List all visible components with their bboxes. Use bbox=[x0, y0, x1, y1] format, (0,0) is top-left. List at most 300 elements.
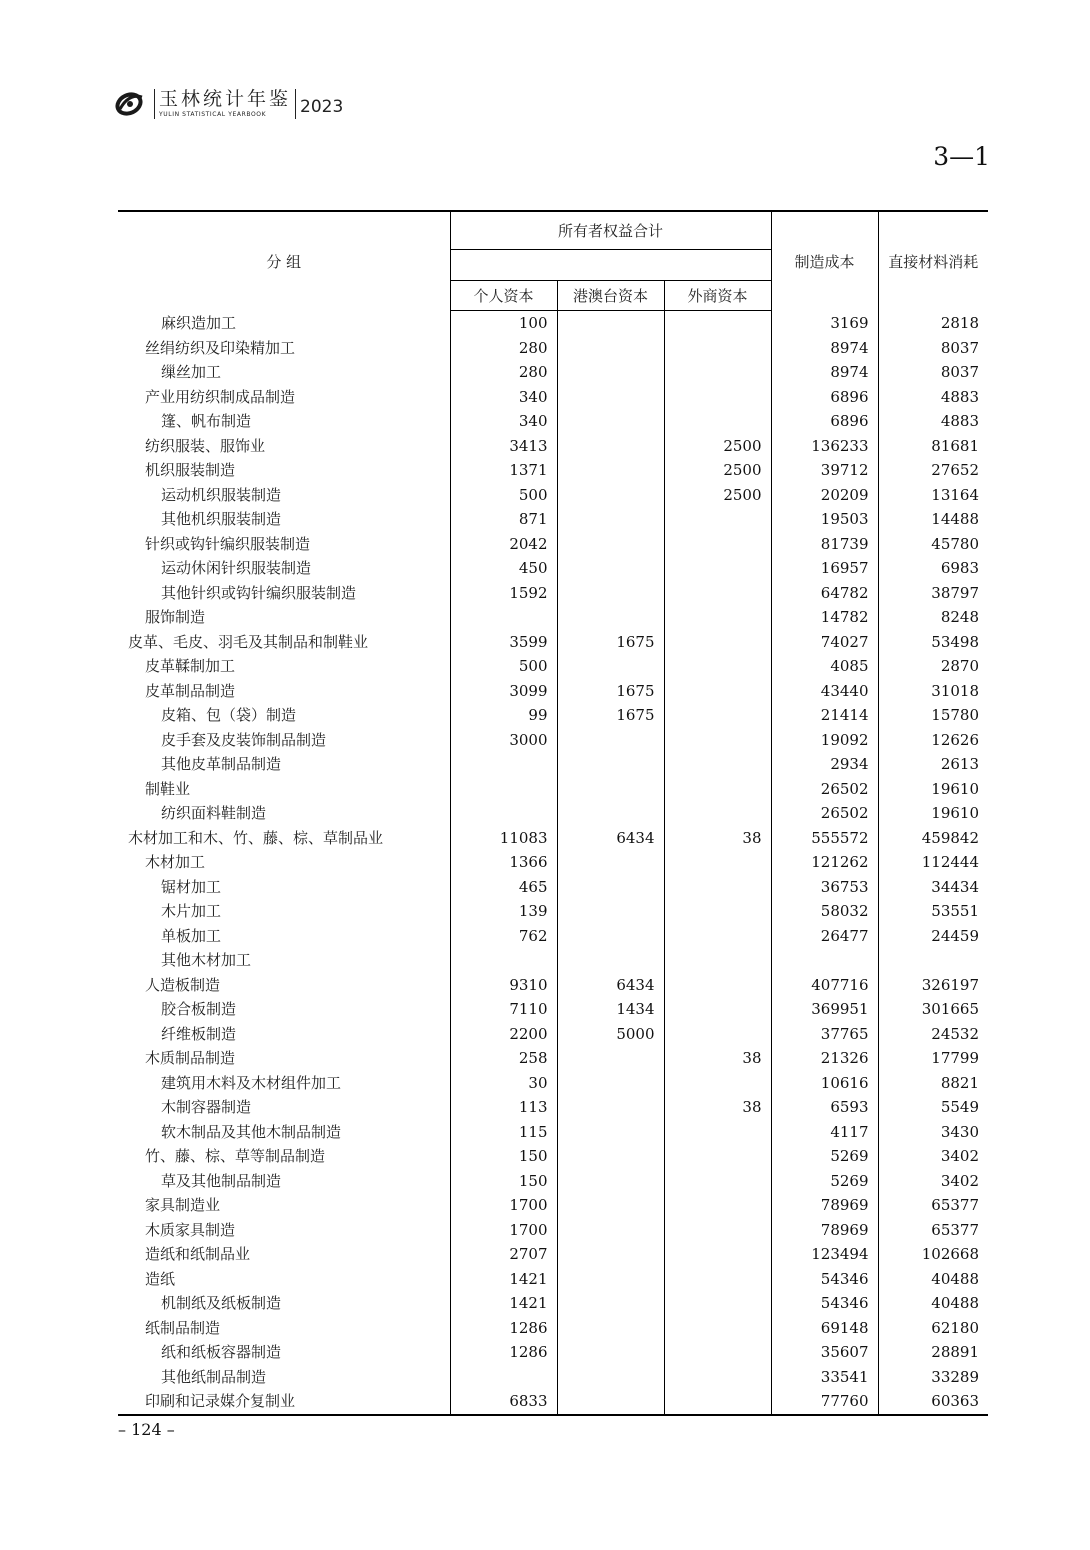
cell-foreign bbox=[664, 630, 771, 655]
table-row bbox=[118, 630, 988, 655]
row-label: 木片加工 bbox=[161, 902, 222, 921]
cell-personal: 6833 bbox=[450, 1389, 557, 1415]
cell-foreign bbox=[664, 728, 771, 753]
table-row bbox=[118, 1316, 988, 1341]
table-row bbox=[118, 654, 988, 679]
cell-mfg-cost: 21414 bbox=[771, 703, 878, 728]
cell-foreign bbox=[664, 703, 771, 728]
table-row bbox=[118, 360, 988, 385]
cell-foreign bbox=[664, 605, 771, 630]
cell-personal bbox=[450, 801, 557, 826]
cell-foreign bbox=[664, 1022, 771, 1047]
cell-foreign bbox=[664, 1389, 771, 1415]
table-row bbox=[118, 728, 988, 753]
table-row bbox=[118, 605, 988, 630]
cell-personal: 1700 bbox=[450, 1193, 557, 1218]
cell-foreign bbox=[664, 654, 771, 679]
cell-hmt bbox=[557, 1193, 664, 1218]
cell-mfg-cost: 81739 bbox=[771, 532, 878, 557]
cell-mfg-cost: 6593 bbox=[771, 1095, 878, 1120]
cell-mfg-cost: 36753 bbox=[771, 875, 878, 900]
cell-mfg-cost: 54346 bbox=[771, 1267, 878, 1292]
cell-mfg-cost: 26502 bbox=[771, 777, 878, 802]
cell-hmt bbox=[557, 1267, 664, 1292]
row-label: 缫丝加工 bbox=[161, 363, 222, 382]
row-label: 机织服装制造 bbox=[145, 461, 236, 480]
cell-personal bbox=[450, 605, 557, 630]
table-row bbox=[118, 1193, 988, 1218]
cell-direct-material: 2870 bbox=[878, 654, 988, 679]
cell-mfg-cost: 6896 bbox=[771, 385, 878, 410]
cell-personal: 465 bbox=[450, 875, 557, 900]
row-label: 产业用纺织制成品制造 bbox=[145, 387, 296, 406]
row-label: 锯材加工 bbox=[161, 877, 222, 896]
table-row bbox=[118, 1046, 988, 1071]
cell-hmt: 6434 bbox=[557, 826, 664, 851]
cell-personal: 1421 bbox=[450, 1267, 557, 1292]
cell-hmt bbox=[557, 924, 664, 949]
cell-foreign bbox=[664, 752, 771, 777]
cell-direct-material: 8248 bbox=[878, 605, 988, 630]
cell-direct-material: 3402 bbox=[878, 1144, 988, 1169]
cell-direct-material: 301665 bbox=[878, 997, 988, 1022]
table-row bbox=[118, 1120, 988, 1145]
row-label: 麻织造加工 bbox=[161, 314, 237, 332]
cell-foreign bbox=[664, 875, 771, 900]
cell-mfg-cost: 14782 bbox=[771, 605, 878, 630]
cell-personal: 2200 bbox=[450, 1022, 557, 1047]
cell-direct-material: 102668 bbox=[878, 1242, 988, 1267]
cell-hmt bbox=[557, 1120, 664, 1145]
cell-foreign bbox=[664, 777, 771, 802]
cell-direct-material: 14488 bbox=[878, 507, 988, 532]
cell-personal: 450 bbox=[450, 556, 557, 581]
cell-mfg-cost: 8974 bbox=[771, 336, 878, 361]
cell-direct-material: 3402 bbox=[878, 1169, 988, 1194]
cell-mfg-cost: 39712 bbox=[771, 458, 878, 483]
cell-mfg-cost: 26502 bbox=[771, 801, 878, 826]
cell-direct-material: 13164 bbox=[878, 483, 988, 508]
cell-hmt bbox=[557, 1144, 664, 1169]
cell-foreign bbox=[664, 1144, 771, 1169]
row-label: 制鞋业 bbox=[145, 779, 191, 798]
cell-foreign: 38 bbox=[664, 1046, 771, 1071]
cell-foreign bbox=[664, 409, 771, 434]
row-label: 单板加工 bbox=[161, 926, 222, 945]
row-label: 竹、藤、棕、草等制品制造 bbox=[145, 1147, 326, 1166]
cell-personal: 150 bbox=[450, 1144, 557, 1169]
yearbook-logo-icon bbox=[114, 89, 148, 119]
cell-hmt bbox=[557, 532, 664, 557]
row-label: 草及其他制品制造 bbox=[161, 1171, 282, 1190]
table-row bbox=[118, 752, 988, 777]
header-divider bbox=[154, 89, 155, 119]
cell-direct-material: 8821 bbox=[878, 1071, 988, 1096]
cell-foreign bbox=[664, 924, 771, 949]
cell-personal: 1700 bbox=[450, 1218, 557, 1243]
header-title-block bbox=[159, 89, 291, 119]
cell-personal: 3099 bbox=[450, 679, 557, 704]
cell-direct-material: 17799 bbox=[878, 1046, 988, 1071]
row-label: 运动休闲针织服装制造 bbox=[161, 559, 312, 578]
row-label: 纤维板制造 bbox=[161, 1024, 237, 1043]
cell-foreign bbox=[664, 679, 771, 704]
cell-hmt bbox=[557, 483, 664, 508]
row-label: 皮革鞣制加工 bbox=[145, 657, 236, 676]
cell-hmt bbox=[557, 360, 664, 385]
cell-hmt bbox=[557, 581, 664, 606]
cell-mfg-cost: 54346 bbox=[771, 1291, 878, 1316]
cell-hmt: 6434 bbox=[557, 973, 664, 998]
cell-personal bbox=[450, 1365, 557, 1390]
cell-personal: 2707 bbox=[450, 1242, 557, 1267]
cell-personal: 1592 bbox=[450, 581, 557, 606]
cell-foreign bbox=[664, 1267, 771, 1292]
cell-foreign: 2500 bbox=[664, 483, 771, 508]
cell-direct-material: 8037 bbox=[878, 360, 988, 385]
row-label: 软木制品及其他木制品制造 bbox=[161, 1122, 342, 1141]
row-label: 纺织面料鞋制造 bbox=[161, 804, 267, 823]
cell-direct-material: 38797 bbox=[878, 581, 988, 606]
cell-direct-material: 65377 bbox=[878, 1193, 988, 1218]
cell-foreign bbox=[664, 385, 771, 410]
cell-direct-material: 4883 bbox=[878, 385, 988, 410]
table-number: 3—1 bbox=[933, 142, 990, 171]
header-divider-2 bbox=[295, 89, 296, 119]
cell-direct-material: 19610 bbox=[878, 801, 988, 826]
table-row bbox=[118, 409, 988, 434]
column-header-direct-material: 直接材料消耗 bbox=[878, 211, 988, 311]
table-row bbox=[118, 826, 988, 851]
cell-personal: 9310 bbox=[450, 973, 557, 998]
table-row bbox=[118, 850, 988, 875]
cell-mfg-cost: 369951 bbox=[771, 997, 878, 1022]
cell-foreign bbox=[664, 1169, 771, 1194]
table-row bbox=[118, 679, 988, 704]
cell-foreign bbox=[664, 973, 771, 998]
cell-mfg-cost: 5269 bbox=[771, 1144, 878, 1169]
cell-personal: 258 bbox=[450, 1046, 557, 1071]
column-header-group: 分 组 bbox=[118, 211, 450, 311]
cell-personal: 340 bbox=[450, 409, 557, 434]
row-label: 纺织服装、服饰业 bbox=[145, 436, 266, 455]
cell-foreign: 2500 bbox=[664, 434, 771, 459]
table-row bbox=[118, 483, 988, 508]
cell-direct-material: 31018 bbox=[878, 679, 988, 704]
cell-hmt: 1675 bbox=[557, 679, 664, 704]
cell-direct-material: 6983 bbox=[878, 556, 988, 581]
cell-direct-material: 81681 bbox=[878, 434, 988, 459]
cell-personal: 115 bbox=[450, 1120, 557, 1145]
row-label: 木质家具制造 bbox=[145, 1220, 236, 1239]
cell-hmt bbox=[557, 899, 664, 924]
table-row bbox=[118, 1169, 988, 1194]
cell-direct-material: 2818 bbox=[878, 311, 988, 336]
table-row bbox=[118, 801, 988, 826]
cell-mfg-cost: 77760 bbox=[771, 1389, 878, 1415]
cell-personal: 3413 bbox=[450, 434, 557, 459]
table-row bbox=[118, 875, 988, 900]
cell-mfg-cost: 19503 bbox=[771, 507, 878, 532]
row-label: 皮革制品制造 bbox=[145, 681, 236, 700]
page-header bbox=[114, 86, 343, 122]
row-label: 木制容器制造 bbox=[161, 1098, 252, 1117]
cell-mfg-cost bbox=[771, 948, 878, 973]
cell-personal: 280 bbox=[450, 360, 557, 385]
cell-mfg-cost: 43440 bbox=[771, 679, 878, 704]
table-row bbox=[118, 1389, 988, 1415]
cell-mfg-cost: 121262 bbox=[771, 850, 878, 875]
cell-foreign bbox=[664, 850, 771, 875]
cell-mfg-cost: 407716 bbox=[771, 973, 878, 998]
cell-personal: 7110 bbox=[450, 997, 557, 1022]
cell-foreign bbox=[664, 1316, 771, 1341]
cell-foreign bbox=[664, 507, 771, 532]
table-row bbox=[118, 336, 988, 361]
cell-personal: 1286 bbox=[450, 1316, 557, 1341]
cell-mfg-cost: 37765 bbox=[771, 1022, 878, 1047]
cell-direct-material bbox=[878, 948, 988, 973]
cell-personal: 340 bbox=[450, 385, 557, 410]
cell-hmt bbox=[557, 605, 664, 630]
cell-hmt bbox=[557, 1316, 664, 1341]
cell-personal: 11083 bbox=[450, 826, 557, 851]
cell-foreign bbox=[664, 948, 771, 973]
row-label: 皮箱、包（袋）制造 bbox=[161, 706, 297, 725]
cell-direct-material: 459842 bbox=[878, 826, 988, 851]
table-row bbox=[118, 385, 988, 410]
cell-foreign bbox=[664, 556, 771, 581]
cell-foreign: 38 bbox=[664, 826, 771, 851]
cell-foreign bbox=[664, 1120, 771, 1145]
cell-mfg-cost: 555572 bbox=[771, 826, 878, 851]
cell-personal: 762 bbox=[450, 924, 557, 949]
table-row bbox=[118, 1218, 988, 1243]
cell-hmt bbox=[557, 875, 664, 900]
cell-hmt bbox=[557, 385, 664, 410]
row-label: 木材加工和木、竹、藤、棕、草制品业 bbox=[128, 828, 384, 847]
cell-hmt bbox=[557, 777, 664, 802]
row-label: 印刷和记录媒介复制业 bbox=[118, 1389, 450, 1415]
cell-direct-material: 53498 bbox=[878, 630, 988, 655]
cell-mfg-cost: 136233 bbox=[771, 434, 878, 459]
cell-foreign bbox=[664, 336, 771, 361]
cell-mfg-cost: 2934 bbox=[771, 752, 878, 777]
row-label: 木质制品制造 bbox=[145, 1049, 236, 1068]
cell-hmt bbox=[557, 458, 664, 483]
cell-personal: 150 bbox=[450, 1169, 557, 1194]
cell-direct-material: 4883 bbox=[878, 409, 988, 434]
cell-direct-material: 24459 bbox=[878, 924, 988, 949]
cell-hmt bbox=[557, 1389, 664, 1415]
table-row bbox=[118, 556, 988, 581]
cell-foreign bbox=[664, 581, 771, 606]
cell-mfg-cost: 26477 bbox=[771, 924, 878, 949]
page-number: – 124 – bbox=[118, 1420, 175, 1439]
cell-hmt bbox=[557, 1169, 664, 1194]
column-header-foreign: 外商资本 bbox=[664, 281, 771, 311]
cell-mfg-cost: 16957 bbox=[771, 556, 878, 581]
cell-personal: 99 bbox=[450, 703, 557, 728]
cell-direct-material: 15780 bbox=[878, 703, 988, 728]
cell-hmt bbox=[557, 1046, 664, 1071]
cell-mfg-cost: 33541 bbox=[771, 1365, 878, 1390]
cell-foreign bbox=[664, 1365, 771, 1390]
cell-foreign bbox=[664, 532, 771, 557]
column-header-mfg-cost: 制造成本 bbox=[771, 211, 878, 311]
cell-hmt bbox=[557, 728, 664, 753]
row-label: 人造板制造 bbox=[145, 975, 221, 994]
row-label: 机制纸及纸板制造 bbox=[161, 1294, 282, 1313]
row-label: 纸和纸板容器制造 bbox=[161, 1343, 282, 1362]
row-label: 纸制品制造 bbox=[145, 1318, 221, 1337]
cell-direct-material: 60363 bbox=[878, 1389, 988, 1415]
cell-hmt: 1675 bbox=[557, 630, 664, 655]
table-row bbox=[118, 507, 988, 532]
cell-personal: 280 bbox=[450, 336, 557, 361]
column-header-equity-total: 所有者权益合计 bbox=[450, 211, 771, 250]
cell-direct-material: 45780 bbox=[878, 532, 988, 557]
table-row bbox=[118, 924, 988, 949]
cell-foreign: 38 bbox=[664, 1095, 771, 1120]
cell-personal: 2042 bbox=[450, 532, 557, 557]
cell-direct-material: 33289 bbox=[878, 1365, 988, 1390]
table-row bbox=[118, 581, 988, 606]
cell-mfg-cost: 3169 bbox=[771, 311, 878, 336]
row-label: 服饰制造 bbox=[145, 608, 206, 627]
cell-mfg-cost: 20209 bbox=[771, 483, 878, 508]
row-label: 建筑用木料及木材组件加工 bbox=[161, 1073, 342, 1092]
table-row bbox=[118, 777, 988, 802]
cell-mfg-cost: 6896 bbox=[771, 409, 878, 434]
row-label: 皮革、毛皮、羽毛及其制品和制鞋业 bbox=[128, 632, 369, 651]
cell-hmt: 1675 bbox=[557, 703, 664, 728]
row-label: 其他皮革制品制造 bbox=[161, 755, 282, 774]
cell-mfg-cost: 78969 bbox=[771, 1218, 878, 1243]
yearbook-subtitle: YULIN STATISTICAL YEARBOOK bbox=[159, 111, 267, 118]
cell-personal: 113 bbox=[450, 1095, 557, 1120]
cell-direct-material: 40488 bbox=[878, 1267, 988, 1292]
row-label: 丝绢纺织及印染精加工 bbox=[145, 338, 296, 357]
cell-hmt bbox=[557, 654, 664, 679]
cell-hmt: 5000 bbox=[557, 1022, 664, 1047]
cell-direct-material: 28891 bbox=[878, 1340, 988, 1365]
cell-personal bbox=[450, 948, 557, 973]
row-label: 其他纸制品制造 bbox=[161, 1367, 267, 1386]
table-row bbox=[118, 1071, 988, 1096]
row-label: 造纸和纸制品业 bbox=[145, 1245, 251, 1264]
cell-mfg-cost: 69148 bbox=[771, 1316, 878, 1341]
table-row bbox=[118, 1365, 988, 1390]
cell-direct-material: 112444 bbox=[878, 850, 988, 875]
cell-direct-material: 34434 bbox=[878, 875, 988, 900]
cell-direct-material: 3430 bbox=[878, 1120, 988, 1145]
cell-mfg-cost: 10616 bbox=[771, 1071, 878, 1096]
cell-foreign bbox=[664, 1193, 771, 1218]
table-row bbox=[118, 1340, 988, 1365]
cell-mfg-cost: 5269 bbox=[771, 1169, 878, 1194]
cell-hmt bbox=[557, 336, 664, 361]
cell-personal: 139 bbox=[450, 899, 557, 924]
table-row bbox=[118, 532, 988, 557]
cell-direct-material: 8037 bbox=[878, 336, 988, 361]
cell-mfg-cost: 123494 bbox=[771, 1242, 878, 1267]
cell-direct-material: 62180 bbox=[878, 1316, 988, 1341]
cell-hmt bbox=[557, 409, 664, 434]
cell-personal: 1286 bbox=[450, 1340, 557, 1365]
column-header-hmt: 港澳台资本 bbox=[557, 281, 664, 311]
cell-personal: 30 bbox=[450, 1071, 557, 1096]
cell-direct-material: 12626 bbox=[878, 728, 988, 753]
table-row bbox=[118, 1242, 988, 1267]
cell-direct-material: 40488 bbox=[878, 1291, 988, 1316]
cell-hmt bbox=[557, 948, 664, 973]
cell-personal: 1366 bbox=[450, 850, 557, 875]
cell-hmt bbox=[557, 1218, 664, 1243]
cell-direct-material: 27652 bbox=[878, 458, 988, 483]
table-row bbox=[118, 1022, 988, 1047]
cell-personal: 3599 bbox=[450, 630, 557, 655]
cell-mfg-cost: 35607 bbox=[771, 1340, 878, 1365]
cell-hmt bbox=[557, 752, 664, 777]
table-row bbox=[118, 311, 988, 336]
row-label: 皮手套及皮装饰制品制造 bbox=[161, 730, 327, 749]
cell-hmt bbox=[557, 311, 664, 336]
row-label: 其他机织服装制造 bbox=[161, 510, 282, 529]
table-row bbox=[118, 899, 988, 924]
cell-personal: 500 bbox=[450, 654, 557, 679]
cell-foreign: 2500 bbox=[664, 458, 771, 483]
table-row bbox=[118, 703, 988, 728]
cell-personal: 1371 bbox=[450, 458, 557, 483]
cell-hmt: 1434 bbox=[557, 997, 664, 1022]
statistics-table bbox=[118, 210, 988, 1416]
cell-mfg-cost: 4085 bbox=[771, 654, 878, 679]
cell-foreign bbox=[664, 311, 771, 336]
cell-hmt bbox=[557, 434, 664, 459]
cell-mfg-cost: 78969 bbox=[771, 1193, 878, 1218]
cell-foreign bbox=[664, 1340, 771, 1365]
cell-personal bbox=[450, 752, 557, 777]
cell-mfg-cost: 21326 bbox=[771, 1046, 878, 1071]
column-header-personal: 个人资本 bbox=[450, 281, 557, 311]
cell-personal: 100 bbox=[450, 311, 557, 336]
cell-foreign bbox=[664, 801, 771, 826]
row-label: 木材加工 bbox=[145, 853, 206, 872]
table-row bbox=[118, 1267, 988, 1292]
cell-direct-material: 326197 bbox=[878, 973, 988, 998]
table-row bbox=[118, 1291, 988, 1316]
row-label: 胶合板制造 bbox=[161, 1000, 237, 1019]
cell-foreign bbox=[664, 899, 771, 924]
row-label: 针织或钩针编织服装制造 bbox=[145, 534, 311, 553]
cell-hmt bbox=[557, 1365, 664, 1390]
cell-mfg-cost: 58032 bbox=[771, 899, 878, 924]
cell-direct-material: 2613 bbox=[878, 752, 988, 777]
cell-mfg-cost: 8974 bbox=[771, 360, 878, 385]
cell-foreign bbox=[664, 1218, 771, 1243]
row-label: 造纸 bbox=[145, 1269, 176, 1288]
cell-mfg-cost: 64782 bbox=[771, 581, 878, 606]
row-label: 篷、帆布制造 bbox=[161, 412, 252, 431]
table-row bbox=[118, 434, 988, 459]
cell-foreign bbox=[664, 1291, 771, 1316]
cell-direct-material: 5549 bbox=[878, 1095, 988, 1120]
column-header-equity-spacer bbox=[450, 250, 771, 281]
table-row bbox=[118, 1095, 988, 1120]
cell-hmt bbox=[557, 1071, 664, 1096]
cell-direct-material: 19610 bbox=[878, 777, 988, 802]
